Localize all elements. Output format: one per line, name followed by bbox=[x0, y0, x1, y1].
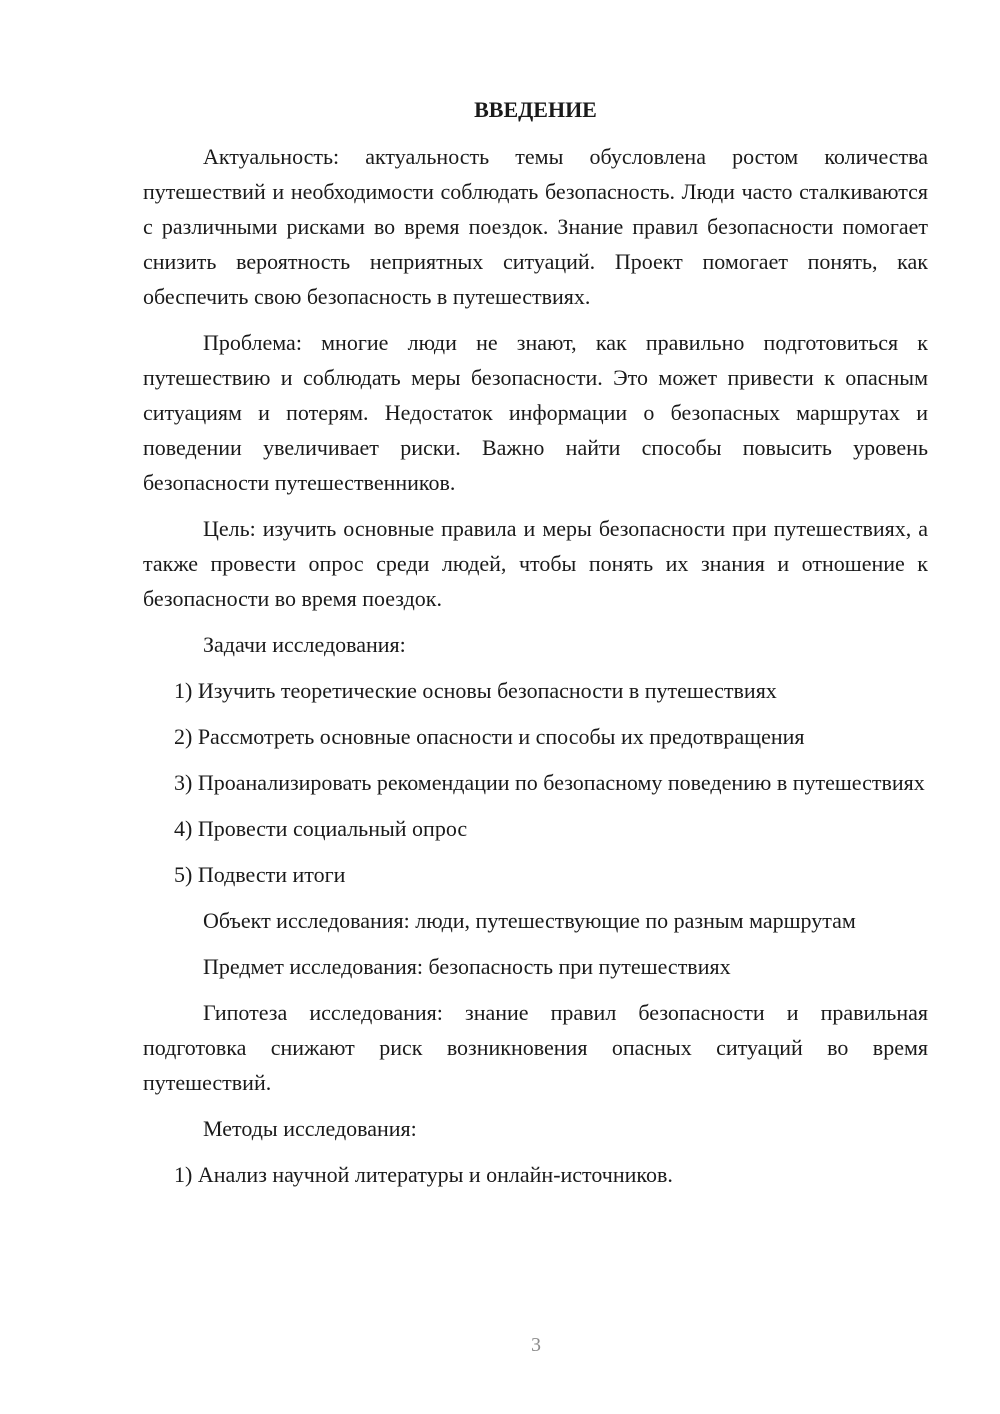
relevance-paragraph: Актуальность: актуальность темы обусловлена ростом количества путешествий и необходимости соблюдать безопасность. Люди часто сталкиваются с различными рисками во время поездок. Знание правил безопасности помогает снизить вероятность неприятных ситуаций. Проект помогает понять, как обеспечить свою безопасность в путешествиях. bbox=[143, 144, 928, 309]
problem-paragraph: Проблема: многие люди не знают, как правильно подготовиться к путешествию и соблюдать меры безопасности. Это может привести к опасным ситуациям и потерям. Недостаток информации о безопасных маршрутах и поведении увеличивает риски. Важно найти способы повысить уровень безопасности путешественников. bbox=[143, 330, 928, 495]
task-item: 5) Подвести итоги bbox=[174, 862, 346, 887]
hypothesis-paragraph: Гипотеза исследования: знание правил безопасности и правильная подготовка снижают риск возникновения опасных ситуаций во время путешествий. bbox=[143, 1000, 928, 1095]
task-item: 1) Изучить теоретические основы безопасности в путешествиях bbox=[174, 678, 777, 703]
task-item: 2) Рассмотреть основные опасности и способы их предотвращения bbox=[174, 724, 805, 749]
method-item: 1) Анализ научной литературы и онлайн-источников. bbox=[174, 1162, 673, 1187]
task-item: 4) Провести социальный опрос bbox=[174, 816, 468, 841]
subject-paragraph: Предмет исследования: безопасность при путешествиях bbox=[203, 954, 731, 979]
task-item: 3) Проанализировать рекомендации по безопасному поведению в путешествиях bbox=[174, 770, 925, 795]
document-page bbox=[143, 92, 928, 1203]
goal-paragraph: Цель: изучить основные правила и меры безопасности при путешествиях, а также провести опрос среди людей, чтобы понять их знания и отношение к безопасности во время поездок. bbox=[143, 516, 928, 611]
page-number: 3 bbox=[531, 1334, 541, 1356]
tasks-heading: Задачи исследования: bbox=[203, 632, 406, 657]
page-title: ВВЕДЕНИЕ bbox=[474, 97, 597, 122]
object-paragraph: Объект исследования: люди, путешествующие по разным маршрутам bbox=[203, 908, 856, 933]
methods-heading: Методы исследования: bbox=[203, 1116, 417, 1141]
